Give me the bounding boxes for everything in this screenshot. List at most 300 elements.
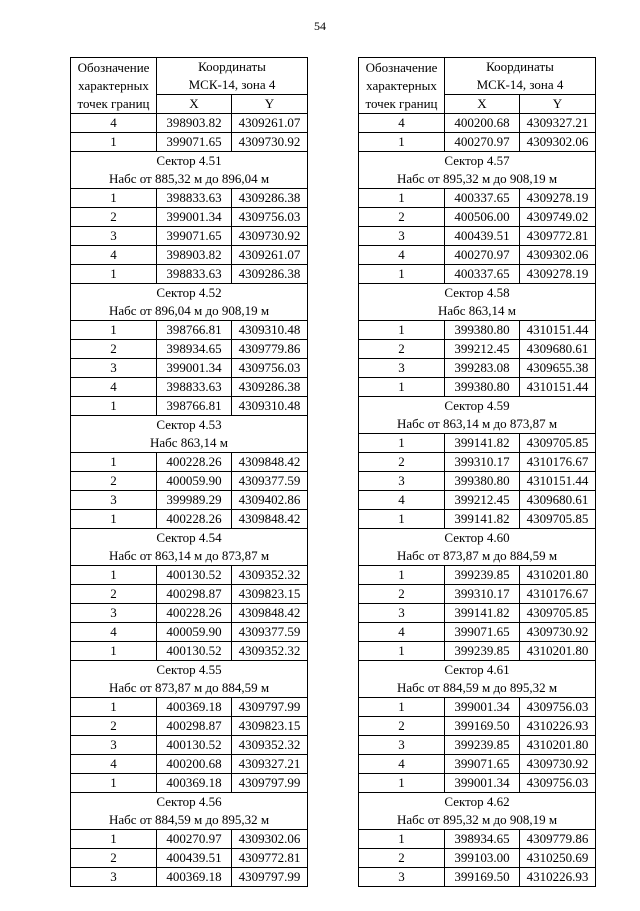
y-coordinate: 4309823.15 [232, 585, 308, 604]
sector-subtitle-row [359, 547, 596, 566]
point-number: 1 [71, 774, 157, 793]
x-coordinate: 399380.80 [445, 472, 520, 491]
sector-subtitle-row [71, 547, 308, 566]
y-coordinate: 4309779.86 [520, 830, 596, 849]
table-row [71, 321, 308, 340]
x-coordinate: 400200.68 [157, 755, 232, 774]
sector-title-row [71, 793, 308, 812]
sector-subtitle-row [359, 170, 596, 189]
x-coordinate: 400369.18 [157, 868, 232, 887]
y-coordinate: 4309278.19 [520, 265, 596, 284]
sector-subtitle-row [359, 811, 596, 830]
table-row [71, 378, 308, 397]
sector-subtitle-row [71, 302, 308, 321]
table-row [71, 642, 308, 661]
table-row [71, 133, 308, 152]
x-coordinate: 400059.90 [157, 623, 232, 642]
coordinates-table-left [70, 57, 308, 887]
x-coordinate: 399212.45 [445, 491, 520, 510]
y-coordinate: 4309278.19 [520, 189, 596, 208]
point-number: 1 [359, 830, 445, 849]
x-coordinate: 400337.65 [445, 189, 520, 208]
x-coordinate: 400439.51 [445, 227, 520, 246]
point-number: 3 [71, 359, 157, 378]
sector-subtitle-row [71, 811, 308, 830]
sector-height-range: Набс от 884,59 м до 895,32 м [71, 811, 308, 830]
y-coordinate: 4309402.86 [232, 491, 308, 510]
x-coordinate: 400337.65 [445, 265, 520, 284]
header-y: Y [520, 95, 596, 114]
y-coordinate: 4309779.86 [232, 340, 308, 359]
y-coordinate: 4309377.59 [232, 472, 308, 491]
x-coordinate: 399380.80 [445, 321, 520, 340]
y-coordinate: 4310201.80 [520, 566, 596, 585]
table-row [359, 849, 596, 868]
y-coordinate: 4309302.06 [520, 246, 596, 265]
header-label-line: Обозначение [365, 59, 438, 75]
table-row [71, 114, 308, 133]
sector-title-row [359, 661, 596, 680]
sector-height-range: Набс от 895,32 м до 908,19 м [359, 811, 596, 830]
y-coordinate: 4309797.99 [232, 774, 308, 793]
y-coordinate: 4309327.21 [232, 755, 308, 774]
x-coordinate: 399071.65 [157, 227, 232, 246]
point-number: 3 [71, 736, 157, 755]
sector-height-range: Набс 863,14 м [359, 302, 596, 321]
x-coordinate: 400130.52 [157, 736, 232, 755]
sector-height-range: Набс от 895,32 м до 908,19 м [359, 170, 596, 189]
y-coordinate: 4309797.99 [232, 698, 308, 717]
x-coordinate: 399989.29 [157, 491, 232, 510]
y-coordinate: 4309756.03 [232, 208, 308, 227]
header-point-designation [359, 58, 445, 114]
y-coordinate: 4309730.92 [232, 227, 308, 246]
table-row [359, 774, 596, 793]
table-row [359, 604, 596, 623]
table-row [71, 755, 308, 774]
table-row [71, 717, 308, 736]
x-coordinate: 399169.50 [445, 868, 520, 887]
x-coordinate: 399001.34 [445, 698, 520, 717]
point-number: 4 [359, 114, 445, 133]
sector-title-row [359, 284, 596, 303]
y-coordinate: 4309848.42 [232, 453, 308, 472]
x-coordinate: 400298.87 [157, 585, 232, 604]
y-coordinate: 4309302.06 [232, 830, 308, 849]
table-row [359, 472, 596, 491]
point-number: 1 [359, 189, 445, 208]
y-coordinate: 4309310.48 [232, 397, 308, 416]
header-label-line: точек границ [365, 95, 438, 111]
point-number: 3 [359, 472, 445, 491]
x-coordinate: 399169.50 [445, 717, 520, 736]
header-coordinates: Координаты [445, 58, 596, 77]
table-row [71, 265, 308, 284]
point-number: 1 [71, 830, 157, 849]
table-row [359, 717, 596, 736]
sector-title-row [71, 416, 308, 435]
y-coordinate: 4309377.59 [232, 623, 308, 642]
point-number: 1 [71, 698, 157, 717]
point-number: 1 [359, 698, 445, 717]
point-number: 4 [359, 755, 445, 774]
point-number: 1 [71, 453, 157, 472]
y-coordinate: 4309352.32 [232, 566, 308, 585]
point-number: 3 [359, 227, 445, 246]
table-row [359, 868, 596, 887]
table-row [359, 265, 596, 284]
y-coordinate: 4309848.42 [232, 510, 308, 529]
y-coordinate: 4309705.85 [520, 434, 596, 453]
sector-subtitle-row [71, 170, 308, 189]
y-coordinate: 4309705.85 [520, 510, 596, 529]
y-coordinate: 4309730.92 [520, 755, 596, 774]
x-coordinate: 398903.82 [157, 246, 232, 265]
y-coordinate: 4309327.21 [520, 114, 596, 133]
table-row [359, 434, 596, 453]
point-number: 2 [71, 585, 157, 604]
table-row [71, 189, 308, 208]
table-row [71, 604, 308, 623]
table-row [359, 321, 596, 340]
y-coordinate: 4309730.92 [232, 133, 308, 152]
x-coordinate: 399071.65 [157, 133, 232, 152]
table-row [359, 830, 596, 849]
point-number: 1 [71, 265, 157, 284]
table-row [71, 227, 308, 246]
point-number: 2 [359, 340, 445, 359]
y-coordinate: 4309848.42 [232, 604, 308, 623]
header-row [71, 58, 308, 77]
y-coordinate: 4310151.44 [520, 472, 596, 491]
sector-subtitle-row [359, 302, 596, 321]
table-row [359, 378, 596, 397]
sector-height-range: Набс от 896,04 м до 908,19 м [71, 302, 308, 321]
x-coordinate: 399001.34 [157, 208, 232, 227]
point-number: 3 [359, 604, 445, 623]
y-coordinate: 4310226.93 [520, 717, 596, 736]
point-number: 4 [359, 491, 445, 510]
x-coordinate: 400439.51 [157, 849, 232, 868]
point-number: 2 [359, 849, 445, 868]
table-row [359, 133, 596, 152]
y-coordinate: 4309680.61 [520, 491, 596, 510]
sector-title-row [359, 397, 596, 416]
header-label-line: характерных [366, 77, 437, 93]
y-coordinate: 4309655.38 [520, 359, 596, 378]
sector-title: Сектор 4.51 [71, 152, 308, 171]
sector-title: Сектор 4.57 [359, 152, 596, 171]
point-number: 4 [71, 114, 157, 133]
coordinates-table-right [358, 57, 596, 887]
x-coordinate: 399071.65 [445, 755, 520, 774]
header-label-line: точек границ [77, 95, 150, 111]
x-coordinate: 398903.82 [157, 114, 232, 133]
point-number: 1 [71, 133, 157, 152]
x-coordinate: 400228.26 [157, 510, 232, 529]
y-coordinate: 4309302.06 [520, 133, 596, 152]
table-row [71, 774, 308, 793]
table-row [359, 453, 596, 472]
point-number: 3 [359, 868, 445, 887]
table-row [71, 623, 308, 642]
sector-title-row [359, 152, 596, 171]
point-number: 4 [71, 623, 157, 642]
x-coordinate: 399141.82 [445, 510, 520, 529]
point-number: 1 [359, 378, 445, 397]
x-coordinate: 400130.52 [157, 642, 232, 661]
point-number: 2 [71, 472, 157, 491]
y-coordinate: 4310226.93 [520, 868, 596, 887]
sector-subtitle-row [359, 679, 596, 698]
point-number: 1 [359, 133, 445, 152]
y-coordinate: 4309352.32 [232, 736, 308, 755]
y-coordinate: 4309756.03 [520, 774, 596, 793]
sector-title-row [359, 529, 596, 548]
header-label-line: Обозначение [77, 59, 150, 75]
sector-title-row [71, 152, 308, 171]
point-number: 2 [359, 208, 445, 227]
header-coordinate-system: МСК-14, зона 4 [445, 76, 596, 95]
point-number: 2 [71, 717, 157, 736]
y-coordinate: 4310201.80 [520, 736, 596, 755]
y-coordinate: 4309756.03 [232, 359, 308, 378]
y-coordinate: 4309286.38 [232, 265, 308, 284]
sector-title-row [71, 284, 308, 303]
y-coordinate: 4310151.44 [520, 321, 596, 340]
y-coordinate: 4309261.07 [232, 114, 308, 133]
x-coordinate: 399283.08 [445, 359, 520, 378]
y-coordinate: 4309823.15 [232, 717, 308, 736]
point-number: 4 [71, 378, 157, 397]
point-number: 3 [71, 491, 157, 510]
table-row [71, 491, 308, 510]
point-number: 3 [71, 227, 157, 246]
sector-title: Сектор 4.60 [359, 529, 596, 548]
sector-title: Сектор 4.53 [71, 416, 308, 435]
y-coordinate: 4309772.81 [232, 849, 308, 868]
table-row [71, 868, 308, 887]
sector-title: Сектор 4.52 [71, 284, 308, 303]
x-coordinate: 399310.17 [445, 585, 520, 604]
y-coordinate: 4309261.07 [232, 246, 308, 265]
x-coordinate: 399141.82 [445, 434, 520, 453]
x-coordinate: 399212.45 [445, 340, 520, 359]
x-coordinate: 400270.97 [445, 133, 520, 152]
x-coordinate: 399380.80 [445, 378, 520, 397]
header-x: X [445, 95, 520, 114]
table-row [71, 340, 308, 359]
point-number: 2 [359, 453, 445, 472]
point-number: 1 [359, 265, 445, 284]
x-coordinate: 400200.68 [445, 114, 520, 133]
y-coordinate: 4309749.02 [520, 208, 596, 227]
sector-title: Сектор 4.58 [359, 284, 596, 303]
sector-title: Сектор 4.59 [359, 397, 596, 416]
y-coordinate: 4309680.61 [520, 340, 596, 359]
y-coordinate: 4309286.38 [232, 378, 308, 397]
x-coordinate: 400506.00 [445, 208, 520, 227]
header-point-designation [71, 58, 157, 114]
sector-subtitle-row [359, 415, 596, 434]
header-coordinate-system: МСК-14, зона 4 [157, 76, 308, 95]
y-coordinate: 4310176.67 [520, 585, 596, 604]
sector-title-row [71, 661, 308, 680]
point-number: 2 [71, 340, 157, 359]
sector-title: Сектор 4.55 [71, 661, 308, 680]
sector-height-range: Набс от 873,87 м до 884,59 м [71, 679, 308, 698]
table-row [71, 246, 308, 265]
point-number: 4 [71, 755, 157, 774]
table-row [359, 246, 596, 265]
point-number: 1 [71, 566, 157, 585]
x-coordinate: 398934.65 [445, 830, 520, 849]
x-coordinate: 398934.65 [157, 340, 232, 359]
x-coordinate: 399239.85 [445, 736, 520, 755]
x-coordinate: 399239.85 [445, 566, 520, 585]
x-coordinate: 400369.18 [157, 774, 232, 793]
point-number: 1 [359, 642, 445, 661]
table-row [359, 208, 596, 227]
x-coordinate: 398766.81 [157, 321, 232, 340]
table-row [359, 755, 596, 774]
y-coordinate: 4310151.44 [520, 378, 596, 397]
sector-height-range: Набс 863,14 м [71, 434, 308, 453]
sector-title-row [71, 529, 308, 548]
table-row [359, 566, 596, 585]
point-number: 1 [71, 510, 157, 529]
table-row [71, 208, 308, 227]
table-row [71, 736, 308, 755]
point-number: 3 [359, 736, 445, 755]
x-coordinate: 399141.82 [445, 604, 520, 623]
point-number: 1 [71, 397, 157, 416]
point-number: 1 [71, 189, 157, 208]
sector-height-range: Набс от 873,87 м до 884,59 м [359, 547, 596, 566]
y-coordinate: 4309286.38 [232, 189, 308, 208]
point-number: 1 [359, 510, 445, 529]
sector-title: Сектор 4.56 [71, 793, 308, 812]
x-coordinate: 400298.87 [157, 717, 232, 736]
point-number: 2 [359, 717, 445, 736]
table-row [71, 698, 308, 717]
table-row [359, 510, 596, 529]
table-row [71, 849, 308, 868]
sector-title: Сектор 4.62 [359, 793, 596, 812]
point-number: 2 [71, 208, 157, 227]
point-number: 2 [71, 849, 157, 868]
sector-height-range: Набс от 884,59 м до 895,32 м [359, 679, 596, 698]
table-row [71, 472, 308, 491]
x-coordinate: 398833.63 [157, 189, 232, 208]
sector-height-range: Набс от 863,14 м до 873,87 м [359, 415, 596, 434]
x-coordinate: 399103.00 [445, 849, 520, 868]
x-coordinate: 400130.52 [157, 566, 232, 585]
point-number: 1 [359, 566, 445, 585]
point-number: 4 [359, 246, 445, 265]
table-row [359, 491, 596, 510]
x-coordinate: 400369.18 [157, 698, 232, 717]
y-coordinate: 4310201.80 [520, 642, 596, 661]
page-number: 54 [314, 19, 326, 33]
header-label-line: характерных [78, 77, 149, 93]
y-coordinate: 4310250.69 [520, 849, 596, 868]
sector-title-row [359, 793, 596, 812]
x-coordinate: 399239.85 [445, 642, 520, 661]
sector-subtitle-row [71, 679, 308, 698]
x-coordinate: 398833.63 [157, 378, 232, 397]
y-coordinate: 4309797.99 [232, 868, 308, 887]
table-row [71, 397, 308, 416]
table-row [71, 510, 308, 529]
y-coordinate: 4310176.67 [520, 453, 596, 472]
table-row [359, 189, 596, 208]
header-row [359, 58, 596, 77]
table-row [359, 359, 596, 378]
sector-subtitle-row [71, 434, 308, 453]
y-coordinate: 4309705.85 [520, 604, 596, 623]
point-number: 4 [359, 623, 445, 642]
x-coordinate: 400270.97 [157, 830, 232, 849]
table-row [359, 227, 596, 246]
header-coordinates: Координаты [157, 58, 308, 77]
sector-height-range: Набс от 885,32 м до 896,04 м [71, 170, 308, 189]
point-number: 3 [71, 604, 157, 623]
point-number: 1 [359, 774, 445, 793]
y-coordinate: 4309772.81 [520, 227, 596, 246]
table-row [359, 585, 596, 604]
table-row [71, 566, 308, 585]
sector-height-range: Набс от 863,14 м до 873,87 м [71, 547, 308, 566]
table-row [359, 340, 596, 359]
table-row [71, 453, 308, 472]
y-coordinate: 4309756.03 [520, 698, 596, 717]
point-number: 3 [359, 359, 445, 378]
point-number: 1 [359, 321, 445, 340]
header-x: X [157, 95, 232, 114]
header-y: Y [232, 95, 308, 114]
y-coordinate: 4309352.32 [232, 642, 308, 661]
point-number: 3 [71, 868, 157, 887]
table-row [71, 585, 308, 604]
table-row [359, 642, 596, 661]
table-row [359, 623, 596, 642]
x-coordinate: 400228.26 [157, 604, 232, 623]
point-number: 1 [71, 642, 157, 661]
x-coordinate: 398766.81 [157, 397, 232, 416]
table-row [359, 114, 596, 133]
point-number: 1 [359, 434, 445, 453]
y-coordinate: 4309730.92 [520, 623, 596, 642]
table-row [359, 736, 596, 755]
table-row [359, 698, 596, 717]
x-coordinate: 400059.90 [157, 472, 232, 491]
point-number: 1 [71, 321, 157, 340]
table-row [71, 359, 308, 378]
table-row [71, 830, 308, 849]
x-coordinate: 398833.63 [157, 265, 232, 284]
sector-title: Сектор 4.54 [71, 529, 308, 548]
x-coordinate: 400270.97 [445, 246, 520, 265]
x-coordinate: 400228.26 [157, 453, 232, 472]
x-coordinate: 399310.17 [445, 453, 520, 472]
y-coordinate: 4309310.48 [232, 321, 308, 340]
x-coordinate: 399001.34 [445, 774, 520, 793]
x-coordinate: 399001.34 [157, 359, 232, 378]
point-number: 4 [71, 246, 157, 265]
point-number: 2 [359, 585, 445, 604]
sector-title: Сектор 4.61 [359, 661, 596, 680]
